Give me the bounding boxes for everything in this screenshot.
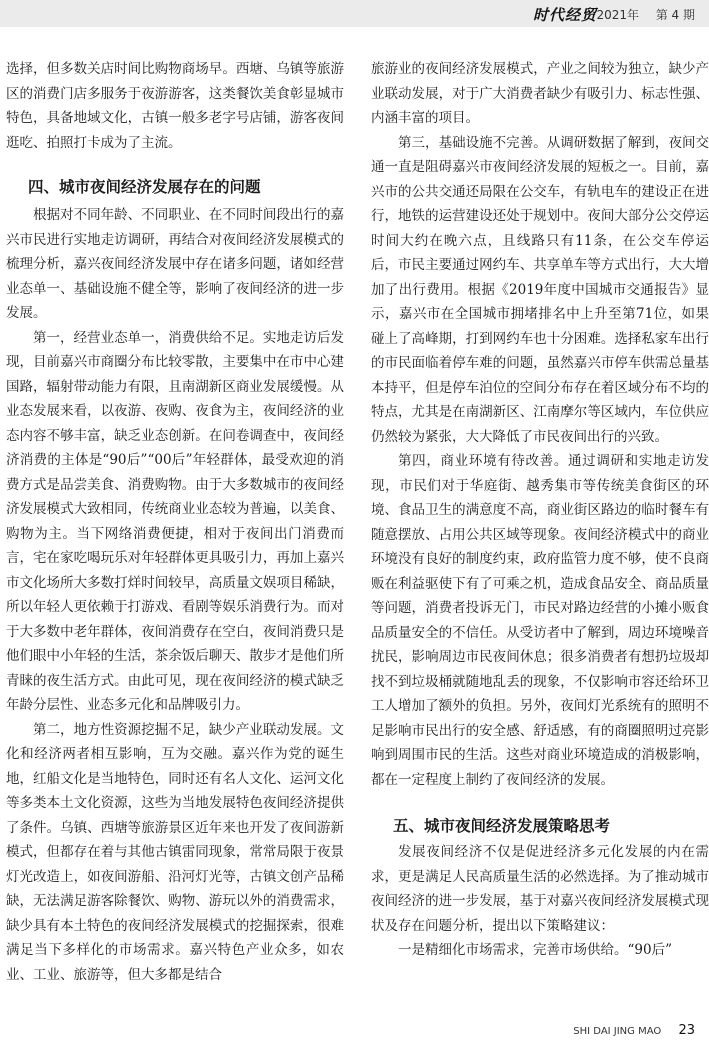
- page-header: [0, 0, 709, 27]
- paragraph: 第四，商业环境有待改善。通过调研和实地走访发现，市民们对于华庭街、越秀集市等传统美食街区的环境、食品卫生的满意度不高，商业街区路边的临时餐车有随意摆放、占用公共区域等现象。夜间经济模式中的商业环境没有良好的制度约束，政府监管力度不够，使不良商贩在利益驱使下有了可乘之机，造成食品安全、商品质量等问题，消费者投诉无门，市民对路边经营的小摊小贩食品质量安全的不信任。从受访者中了解到，周边环境噪音扰民，影响周边市民夜间休息；很多消费者有想扔垃圾却找不到垃圾桶就随地乱丢的现象，不仅影响市容还给环卫工人增加了额外的负担。另外，夜间灯光系统有的照明不足影响市民出行的安全感、舒适感，有的商圈照明过亮影响到周围市民的生活。这些对商业环境造成的消极影响，都在一定程度上制约了夜间经济的发展。: [371, 453, 709, 788]
- left-column: [6, 57, 344, 987]
- paragraph: 第三，基础设施不完善。从调研数据了解到，夜间交通一直是阻碍嘉兴市夜间经济发展的短板之一。目前，嘉兴市的公共交通还局限在公交车，有轨电车的建设正在进行，地铁的运营建设还处于规划中。夜间大部分公交停运时间大约在晚六点，且线路只有11条，在公交车停运后，市民主要通过网约车、共享单车等方式出行，大大增加了出行费用。根据《2019年度中国城市交通报告》显示，嘉兴市在全国城市拥堵排名中上升至第71位，如果碰上了高峰期，打到网约车也十分困难。选择私家车出行的市民面临着停车难的问题，虽然嘉兴市停车供需总量基本持平，但是停车泊位的空间分布存在着区域分布不均的特点，尤其是在南湖新区、江南摩尔等区域内，车位供应仍然较为紧张，大大降低了市民夜间出行的兴致。: [371, 134, 709, 445]
- footer-journal-name: SHI DAI JING MAO: [573, 1026, 662, 1037]
- paragraph: 第二，地方性资源挖掘不足，缺少产业联动发展。文化和经济两者相互影响，互为交融。嘉兴作为党的诞生地，红船文化是当地特色，同时还有名人文化、运河文化等多类本土文化资源，这些为当地发展特色夜间经济提供了条件。乌镇、西塘等旅游景区近年来也开发了夜间游新模式，但都存在着与其他古镇雷同现象，常常局限于夜景灯光改造上，如夜间游船、沿河灯光等，古镇文创产品稀缺，无法满足游客除餐饮、购物、游玩以外的消费需求，缺少具有本土特色的夜间经济发展模式的挖掘探索，很难满足当下多样化的市场需求。嘉兴特色产业众多，如农业、工业、旅游等，但大多都是结合: [6, 721, 344, 983]
- section-heading-5: 五、城市夜间经济发展策略思考: [393, 817, 611, 835]
- issue-number: 第 4 期: [655, 8, 695, 22]
- paragraph: 根据对不同年龄、不同职业、在不同时间段出行的嘉兴市民进行实地走访调研，再结合对夜间经济发展模式的梳理分析，嘉兴夜间经济发展中存在诸多问题，诸如经营业态单一、基础设施不健全等，影响了夜间经济的进一步发展。: [6, 207, 344, 321]
- right-column: [371, 57, 709, 963]
- paragraph: 发展夜间经济不仅是促进经济多元化发展的内在需求，更是满足人民高质量生活的必然选择。为了推动城市夜间经济的进一步发展，基于对嘉兴夜间经济发展模式现状及存在问题分析，提出以下策略建议：: [371, 844, 709, 934]
- paragraph: 第一，经营业态单一，消费供给不足。实地走访后发现，目前嘉兴市商圈分布比较零散，主要集中在市中心建国路，辐射带动能力有限，且南湖新区商业发展缓慢。从业态发展来看，以夜游、夜购、夜食为主，夜间经济的业态内容不够丰富，缺乏业态创新。在问卷调查中，夜间经济消费的主体是“90后”“00后”年轻群体，最受欢迎的消费方式是品尝美食、消费购物。由于大多数城市的夜间经济发展模式大致相同，传统商业业态较为普遍，以美食、购物为主。当下网络消费便捷，相对于夜间出门消费而言，宅在家吃喝玩乐对年轻群体更具吸引力，再加上嘉兴市文化场所大多数打烊时间较早，高质量文娱项目稀缺，所以年轻人更依赖于打游戏、看剧等娱乐消费行为。而对于大多数中老年群体，夜间消费存在空白，夜间消费只是他们眼中小年轻的生活，茶余饭后聊天、散步才是他们所青睐的夜生活方式。由此可见，现在夜间经济的模式缺乏年龄分层性、业态多元化和品牌吸引力。: [6, 329, 344, 713]
- paragraph: 一是精细化市场需求，完善市场供给。“90后”: [398, 942, 672, 958]
- paragraph-continued: 旅游业的夜间经济发展模式，产业之间较为独立，缺少产业联动发展，对于广大消费者缺少有吸引力、标志性强、内涵丰富的项目。: [371, 61, 709, 126]
- page-footer: [573, 1023, 695, 1038]
- page-number: 23: [678, 1023, 695, 1038]
- journal-brand: 时代经贸: [532, 6, 597, 24]
- paragraph-continued: 选择，但多数关店时间比购物商场早。西塘、乌镇等旅游区的消费门店多服务于夜游游客，这类餐饮美食彰显城市特色，具备地域文化，古镇一般多老字号店铺，游客夜间逛吃、拍照打卡成为了主流。: [6, 61, 344, 151]
- section-heading-4: 四、城市夜间经济发展存在的问题: [28, 178, 261, 196]
- issue-year: 2021年: [596, 8, 639, 22]
